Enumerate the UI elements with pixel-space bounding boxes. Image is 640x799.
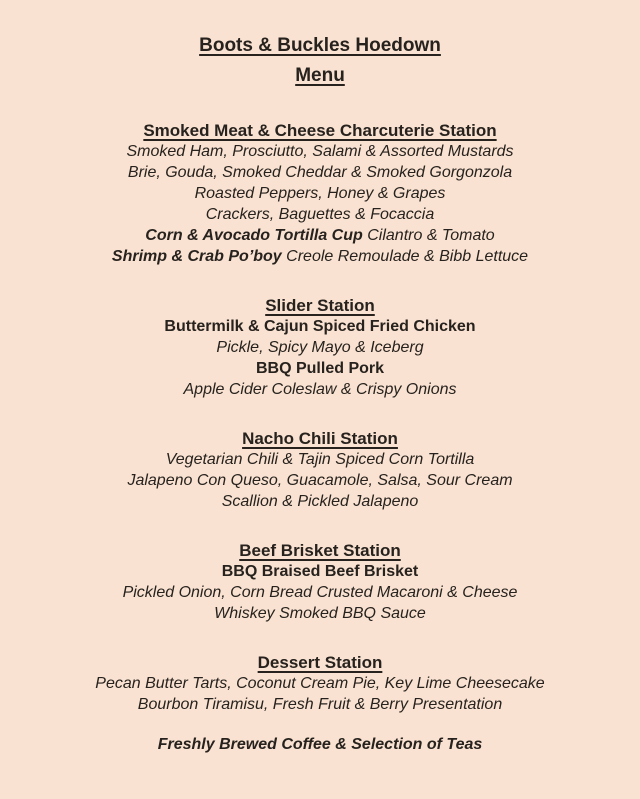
menu-item-accompaniment: Whiskey Smoked BBQ Sauce: [214, 605, 426, 622]
menu-item: Bourbon Tiramisu, Fresh Fruit & Berry Presentation: [137, 696, 503, 713]
menu-item: Scallion & Pickled Jalapeno: [221, 493, 419, 510]
menu-item: [0, 246, 640, 267]
menu-item: Crackers, Baguettes & Focaccia: [205, 206, 435, 223]
section-charcuterie: [0, 120, 640, 267]
menu-item-name: BBQ Braised Beef Brisket: [221, 563, 419, 580]
menu-item-accompaniment: Pickle, Spicy Mayo & Iceberg: [216, 339, 424, 356]
section-heading: Smoked Meat & Cheese Charcuterie Station: [143, 121, 497, 140]
beverage-note: Freshly Brewed Coffee & Selection of Teas: [157, 736, 483, 753]
menu-item-accompaniment: Apple Cider Coleslaw & Crispy Onions: [183, 381, 457, 398]
section-heading: Dessert Station: [257, 653, 383, 672]
section-heading: Slider Station: [265, 296, 375, 315]
page-title: Boots & Buckles Hoedown: [199, 35, 441, 56]
menu-item-accompaniment: Creole Remoulade & Bibb Lettuce: [286, 248, 529, 265]
menu-item-name: BBQ Pulled Pork: [255, 360, 385, 377]
menu-item: Smoked Ham, Prosciutto, Salami & Assorted Mustards: [126, 143, 514, 160]
page-subtitle: Menu: [295, 65, 345, 86]
menu-item-accompaniment: Cilantro & Tomato: [367, 227, 495, 244]
menu-item: Jalapeno Con Queso, Guacamole, Salsa, Sour Cream: [127, 472, 513, 489]
menu-item-accompaniment: Pickled Onion, Corn Bread Crusted Macaroni & Cheese: [122, 584, 518, 601]
section-nacho-chili: [0, 428, 640, 512]
section-slider: [0, 295, 640, 400]
menu-item: Pecan Butter Tarts, Coconut Cream Pie, Key Lime Cheesecake: [95, 675, 545, 692]
menu-item-name: Buttermilk & Cajun Spiced Fried Chicken: [164, 318, 476, 335]
menu-item-name: Shrimp & Crab Po’boy: [111, 248, 282, 265]
menu-item: Roasted Peppers, Honey & Grapes: [194, 185, 446, 202]
menu-item-name: Corn & Avocado Tortilla Cup: [145, 227, 363, 244]
section-heading: Nacho Chili Station: [242, 429, 398, 448]
section-heading: Beef Brisket Station: [239, 541, 401, 560]
menu-item: Brie, Gouda, Smoked Cheddar & Smoked Gorgonzola: [127, 164, 513, 181]
menu-item: [0, 225, 640, 246]
section-dessert: [0, 652, 640, 715]
menu-item: Vegetarian Chili & Tajin Spiced Corn Tortilla: [165, 451, 475, 468]
section-beef-brisket: [0, 540, 640, 624]
